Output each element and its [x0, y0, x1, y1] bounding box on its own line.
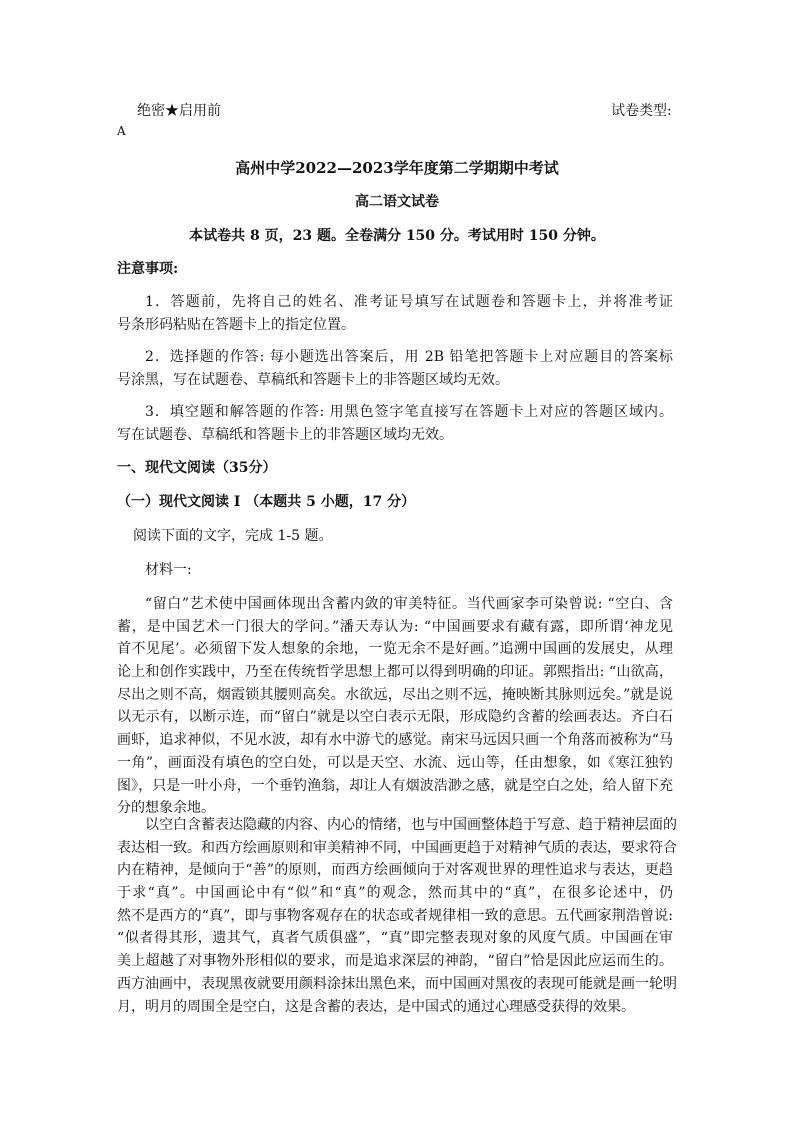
- notice-item-2-line: 2．选择题的作答: 每小题选出答案后，用 2B 铅笔把答题卡上对应题目的答案标: [145, 349, 673, 365]
- material-label: 材料一:: [145, 562, 192, 578]
- paragraph-2-line: 然不是西方的“真”，即与事物客观存在的状态或者规律相一致的意思。五代画家荆浩曾说:: [117, 907, 673, 924]
- section-heading: 一、现代文阅读（35分）: [117, 460, 277, 476]
- notice-item-2-line: 号涂黑，写在试题卷、草稿纸和答题卡上的非答题区域均无效。: [117, 371, 509, 388]
- paragraph-2-line: 于求“真”。中国画论中有“似”和“真”的观念，然而其中的“真”，在很多论述中，仍: [117, 885, 673, 902]
- exam-summary: 本试卷共 8 页，23 题。全卷满分 150 分。考试用时 150 分钟。: [189, 228, 605, 244]
- notice-item-1-line: 号条形码粘贴在答题卡上的指定位置。: [117, 316, 355, 333]
- reading-instruction: 阅读下面的文字，完成 1-5 题。: [133, 528, 333, 544]
- paragraph-1: [117, 593, 673, 820]
- paragraph-1-line: 以无示有，以断示连，而“留白”就是以空白表示无限，形成隐约含蓄的绘画表达。齐白石: [117, 709, 673, 726]
- paragraph-1-line: “留白”艺术使中国画体现出含蓄内敛的审美特征。当代画家李可染曾说: “空白、含: [145, 596, 673, 612]
- paragraph-2-line: 表达相一致。和西方绘画原则和审美精神不同，中国画更趋于对精神气质的表达，要求符合: [117, 839, 677, 856]
- paragraph-2-line: “似者得其形，遗其气，真者气质俱盛”，“真”即完整表现对象的风度气质。中国画在审: [117, 930, 673, 947]
- paragraph-1-line: 一角”，画面没有填色的空白处，可以是天空、水流、远山等，任由想象，如《寒江独钓: [117, 754, 673, 771]
- notice-item-3-line: 3．填空题和解答题的作答: 用黑色签字笔直接写在答题卡上对应的答题区域内。: [145, 404, 673, 420]
- notice-heading: 注意事项:: [117, 261, 179, 277]
- paragraph-1-line: 图》，只是一叶小舟，一个垂钓渔翁，却让人有烟波浩渺之感，就是空白之处，给人留下充: [117, 777, 673, 794]
- paragraph-1-line: 尽出之则不高，烟霞锁其腰则高矣。水欲远，尽出之则不远，掩映断其脉则远矣。”就是说: [117, 686, 673, 703]
- paragraph-1-line: 首不见尾’。必须留下发人想象的余地，一览无余不是好画。”追溯中国画的发展史，从理: [117, 641, 673, 658]
- notice-item-3: [117, 401, 673, 446]
- paragraph-2-line: 美上超越了对事物外形相似的要求，而是追求深层的神韵，“留白”恰是因此应运而生的。: [117, 953, 673, 970]
- paper-type-value: A: [117, 124, 126, 138]
- paragraph-2-line: 西方油画中，表现黑夜就要用颜料涂抹出黑色来，而中国画对黑夜的表现可能就是画一轮明: [117, 975, 677, 992]
- paragraph-2-line: 月，明月的周围全是空白，这是含蓄的表达，是中国式的通过心理感受获得的效果。: [117, 998, 635, 1015]
- paragraph-2-line: 以空白含蓄表达隐藏的内容、内心的情绪，也与中国画整体趋于写意、趋于精神层面的: [145, 817, 677, 833]
- paragraph-1-line: 蓄，是中国艺术一门很大的学问。”潘天寿认为: “中国画要求有藏有露，即所谓‘神龙见: [117, 618, 673, 635]
- paragraph-1-line: 论上和创作实践中，乃至在传统哲学思想上都可以得到明确的印证。郭熙指出: “山欲高，: [117, 664, 673, 681]
- paragraph-1-line: 分的想象余地。: [117, 800, 215, 817]
- notice-item-2: [117, 346, 673, 391]
- exam-title: 高州中学2022—2023学年度第二学期期中考试: [235, 159, 559, 177]
- confidential-mark: 绝密★启用前: [137, 103, 221, 119]
- paragraph-2-line: 内在精神，是倾向于“善”的原则，而西方绘画倾向于对客观世界的理性追求与表达，更趋: [117, 862, 673, 879]
- paragraph-1-line: 画虾，追求神似，不见水波，却有水中游弋的感觉。南宋马远因只画一个角落而被称为“马: [117, 732, 673, 749]
- paper-type-label: 试卷类型:: [611, 103, 672, 119]
- paper-name: 高二语文试卷: [355, 194, 439, 210]
- notice-item-3-line: 写在试题卷、草稿纸和答题卡上的非答题区域均无效。: [117, 426, 453, 443]
- notice-item-1: [117, 291, 673, 336]
- notice-item-1-line: 1．答题前，先将自己的姓名、准考证号填写在试题卷和答题卡上，并将准考证: [145, 294, 673, 310]
- subsection-heading: （一）现代文阅读 I （本题共 5 小题，17 分）: [117, 494, 416, 510]
- paragraph-2: [117, 814, 677, 1018]
